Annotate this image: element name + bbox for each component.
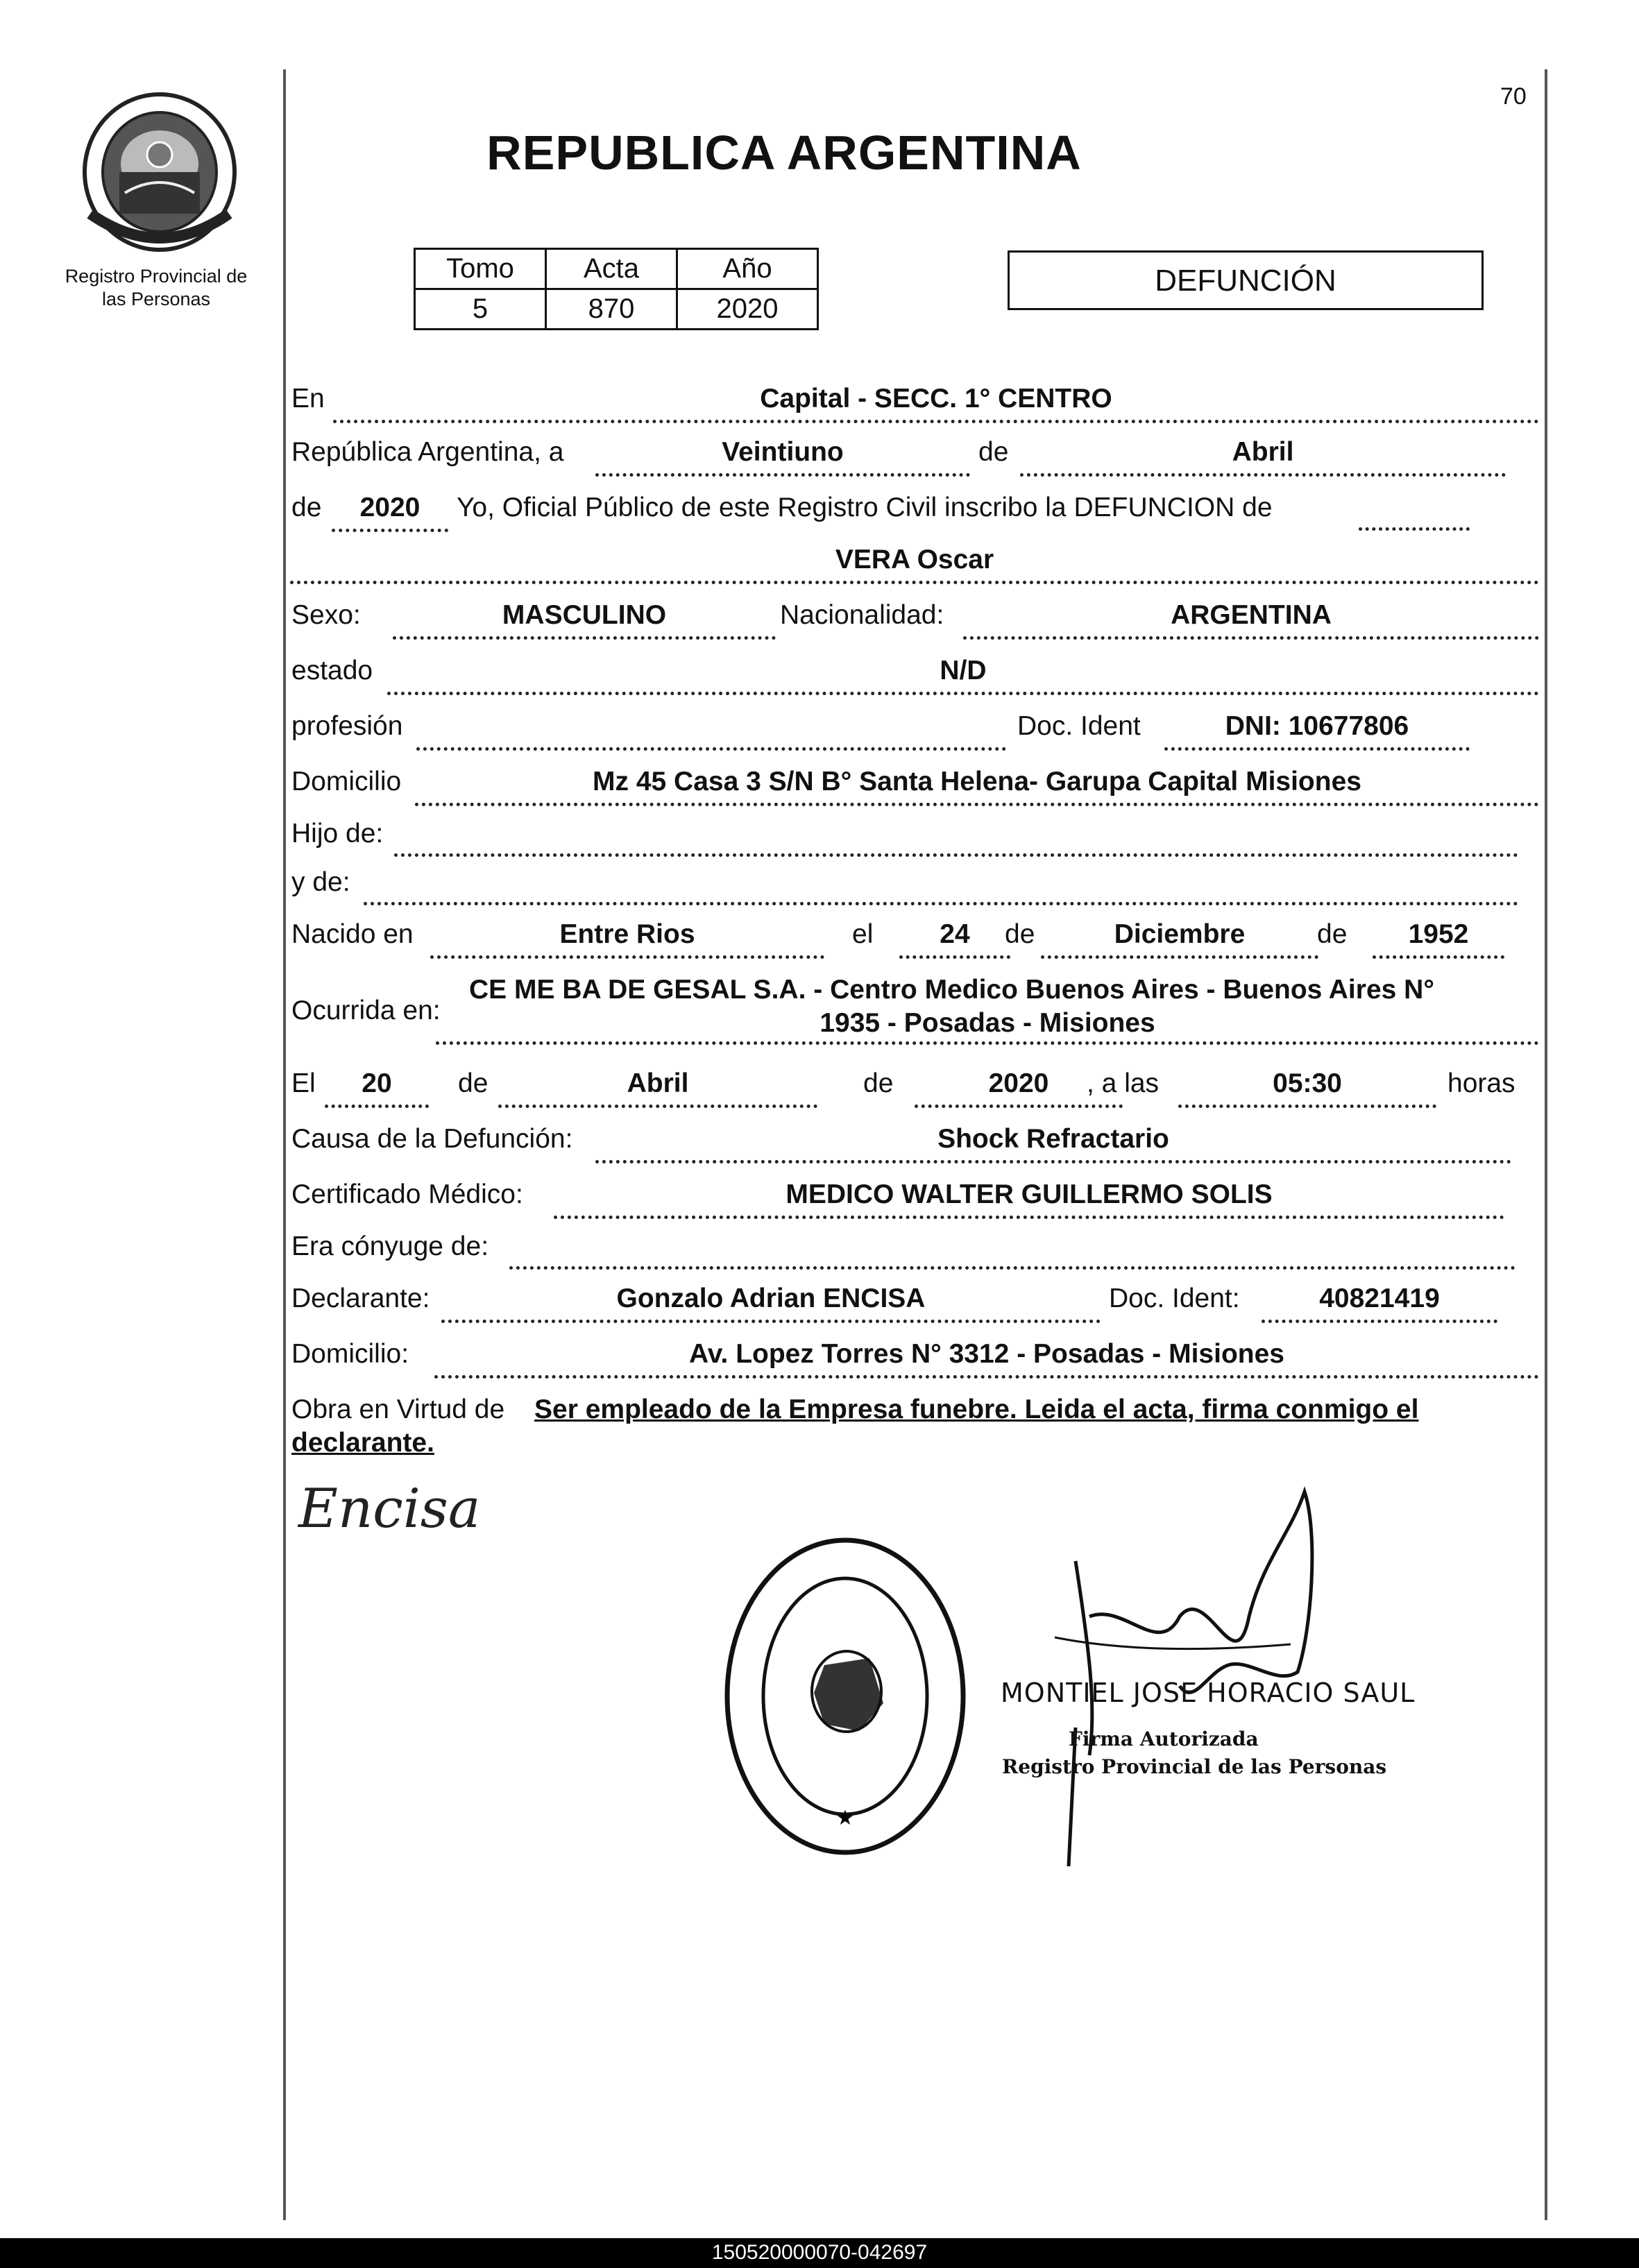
y-de-blank	[364, 896, 1518, 905]
doc-ident-value: DNI: 10677806	[1164, 711, 1470, 751]
row-nacido	[290, 919, 1539, 961]
certificado-value: MEDICO WALTER GUILLERMO SOLIS	[554, 1179, 1504, 1219]
hijo-label: Hijo de:	[291, 819, 384, 849]
anio-label: Año	[677, 249, 818, 289]
acta-label: Acta	[546, 249, 677, 289]
tomo-value: 5	[415, 289, 546, 330]
acta-value: 870	[546, 289, 677, 330]
domicilio2-value: Av. Lopez Torres N° 3312 - Posadas - Misiones	[434, 1339, 1539, 1379]
profesion-label: profesión	[291, 711, 403, 741]
authority-name: MONTIEL JOSE HORACIO SAUL	[1001, 1678, 1416, 1708]
year-value: 2020	[332, 493, 448, 532]
horas-label: horas	[1447, 1068, 1515, 1098]
el-label: el	[852, 919, 874, 949]
left-margin-line	[283, 69, 286, 2220]
nacido-en-value: Entre Rios	[430, 919, 824, 959]
row-fecha	[290, 437, 1539, 479]
death-time: 05:30	[1178, 1068, 1436, 1108]
row-domicilio	[290, 767, 1539, 808]
row-hijo	[290, 819, 1539, 860]
a-las-label: , a las	[1087, 1068, 1160, 1098]
conyuge-blank	[509, 1261, 1515, 1270]
row-name	[290, 545, 1539, 586]
authority-registry: Registro Provincial de las Personas	[1002, 1755, 1387, 1778]
el2-label: El	[291, 1068, 316, 1098]
day-word: Veintiuno	[595, 437, 970, 477]
ocurrida-line2: 1935 - Posadas - Misiones	[436, 1005, 1539, 1045]
nacionalidad-label: Nacionalidad:	[780, 600, 944, 630]
record-type-box: DEFUNCIÓN	[1008, 250, 1484, 310]
death-day: 20	[325, 1068, 429, 1108]
tomo-label: Tomo	[415, 249, 546, 289]
estado-value: N/D	[387, 656, 1539, 695]
row-estado	[290, 656, 1539, 697]
declarante-label: Declarante:	[291, 1284, 430, 1313]
death-year: 2020	[915, 1068, 1123, 1108]
birth-month: Diciembre	[1041, 919, 1318, 959]
domicilio-value: Mz 45 Casa 3 S/N B° Santa Helena- Garupa Capital Misiones	[415, 767, 1539, 806]
doc-ident-label: Doc. Ident	[1017, 711, 1141, 741]
de-label: de	[978, 437, 1009, 467]
registry-label	[42, 265, 271, 311]
obra-line1: Ser empleado de la Empresa funebre. Leida el acta, firma conmigo el	[534, 1395, 1419, 1424]
nacido-label: Nacido en	[291, 919, 414, 949]
sexo-value: MASCULINO	[393, 600, 776, 640]
sexo-label: Sexo:	[291, 600, 361, 630]
registry-label-line2: las Personas	[101, 289, 211, 309]
death-de-1: de	[458, 1068, 489, 1098]
declarant-signature: Encisa	[298, 1478, 481, 1540]
conyuge-label: Era cónyuge de:	[291, 1231, 489, 1261]
row-en	[290, 384, 1539, 425]
authority-signature	[999, 1478, 1360, 1866]
nacionalidad-value: ARGENTINA	[963, 600, 1539, 640]
en-label: En	[291, 384, 325, 413]
page-title: REPUBLICA ARGENTINA	[486, 126, 1082, 180]
causa-value: Shock Refractario	[595, 1124, 1511, 1163]
obra-line2: declarante.	[291, 1428, 434, 1458]
doc-ident2-value: 40821419	[1262, 1284, 1497, 1323]
row-conyuge	[290, 1231, 1539, 1273]
row-ocurrida	[290, 975, 1539, 1058]
misiones-seal	[76, 89, 243, 255]
birth-de-1: de	[1005, 919, 1035, 949]
death-month: Abril	[498, 1068, 817, 1108]
oficial-text: Yo, Oficial Público de este Registro Civil inscribo la DEFUNCION de	[457, 493, 1273, 522]
registry-label-line1: Registro Provincial de	[65, 266, 248, 287]
obra-label: Obra en Virtud de	[291, 1395, 505, 1424]
right-margin-line	[1545, 69, 1547, 2220]
row-year	[290, 493, 1539, 534]
row-causa	[290, 1124, 1539, 1166]
row-profesion	[290, 711, 1539, 753]
death-de-2: de	[863, 1068, 894, 1098]
svg-text:★: ★	[835, 1806, 855, 1830]
hijo-blank	[394, 848, 1518, 857]
official-stamp	[720, 1533, 970, 1859]
domicilio-label: Domicilio	[291, 767, 402, 796]
birth-day: 24	[899, 919, 1010, 959]
birth-year: 1952	[1373, 919, 1504, 959]
de-label-2: de	[291, 493, 322, 522]
birth-de-2: de	[1317, 919, 1348, 949]
en-value: Capital - SECC. 1° CENTRO	[333, 384, 1539, 423]
y-de-label: y de:	[291, 867, 350, 897]
row-death-date	[290, 1068, 1539, 1110]
authority-role: Firma Autorizada	[1069, 1728, 1259, 1750]
certificado-label: Certificado Médico:	[291, 1179, 523, 1209]
ocurrida-line1: CE ME BA DE GESAL S.A. - Centro Medico Buenos Aires - Buenos Aires N°	[469, 975, 1434, 1005]
page-number: 70	[1500, 83, 1527, 110]
domicilio2-label: Domicilio:	[291, 1339, 409, 1369]
profesion-blank	[416, 742, 1006, 751]
ocurrida-label: Ocurrida en:	[291, 996, 441, 1025]
row-obra	[290, 1395, 1539, 1464]
blank-after-defuncion	[1359, 522, 1470, 531]
causa-label: Causa de la Defunción:	[291, 1124, 573, 1154]
republica-label: República Argentina, a	[291, 437, 564, 467]
row-domicilio2	[290, 1339, 1539, 1381]
row-certificado	[290, 1179, 1539, 1221]
estado-label: estado	[291, 656, 373, 685]
doc-ident2-label: Doc. Ident:	[1109, 1284, 1240, 1313]
row-declarante	[290, 1284, 1539, 1325]
declarante-value: Gonzalo Adrian ENCISA	[441, 1284, 1101, 1323]
record-table	[414, 248, 819, 330]
row-y-de	[290, 867, 1539, 909]
anio-value: 2020	[677, 289, 818, 330]
document-code: 150520000070-042697	[711, 2241, 928, 2264]
deceased-name: VERA Oscar	[290, 545, 1539, 584]
month-value: Abril	[1020, 437, 1506, 477]
row-sexo	[290, 600, 1539, 642]
